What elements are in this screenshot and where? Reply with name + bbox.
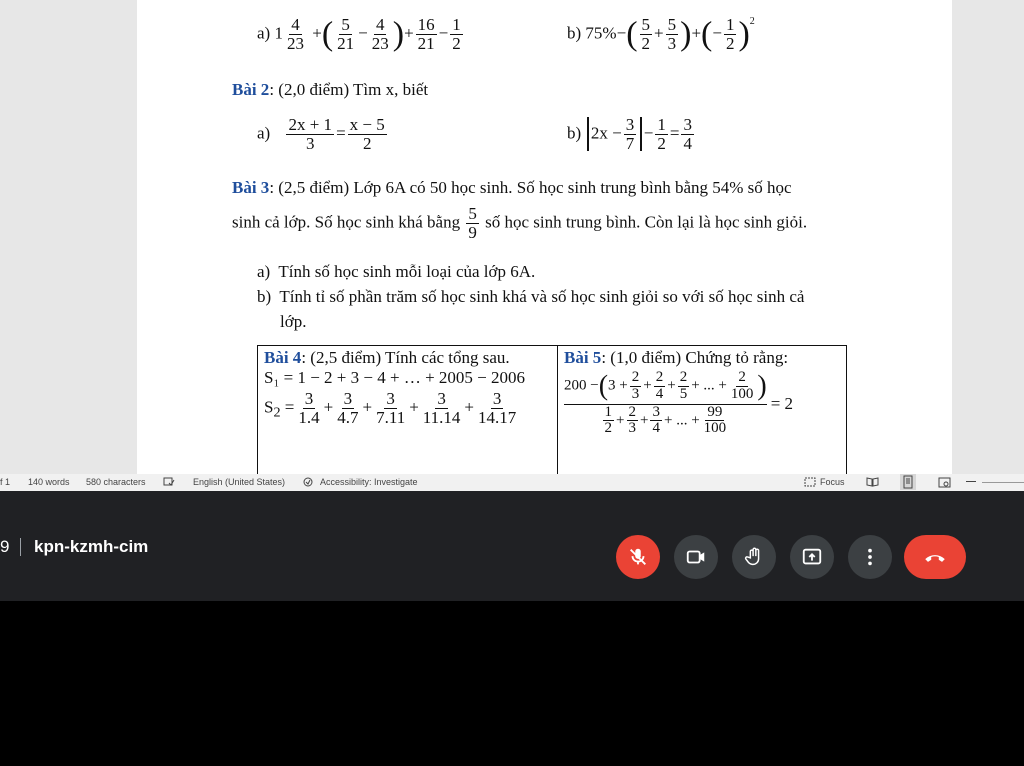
leave-call-button[interactable]: [904, 535, 966, 579]
document-page: [137, 0, 952, 474]
bai4-cell: Bài 4: (2,5 điểm) Tính các tổng sau. S₁ = 1 − 2 + 3 − 4 + … + 2005 − 2006 $S_2$ = $\frac{3}{1.4}$ + $\frac{3}{4.7}$ + $\frac{3}{7.11}$ + $\frac{3}{11.14}$ + $\frac{3}{14.17}$: [258, 346, 558, 475]
bai1-a: a) 1 $\frac{4}{23}$ +( $\frac{5}{21}$ − $\frac{4}{23}$ )+ $\frac{16}{21}$ − $\frac{1}{2}$: [257, 15, 461, 53]
more-vert-icon: [859, 546, 881, 568]
camera-icon: [685, 546, 707, 568]
page-count[interactable]: f 1: [0, 477, 11, 487]
zoom-slider[interactable]: [982, 482, 1024, 483]
word-count[interactable]: 140 words: [28, 477, 70, 487]
bai4-s1: S₁ = 1 − 2 + 3 − 4 + … + 2005 − 2006: [264, 368, 525, 387]
bai3-b-cont: lớp.: [280, 312, 307, 331]
bai3-a: a) Tính số học sinh mỗi loại của lớp 6A.: [257, 262, 536, 281]
bai2-heading: Bài 2: (2,0 điểm) Tìm x, biết: [232, 80, 429, 99]
focus-button[interactable]: Focus: [820, 477, 845, 487]
hand-icon: [743, 546, 765, 568]
mic-off-icon: [627, 546, 649, 568]
zoom-out-icon[interactable]: [966, 481, 976, 482]
present-button[interactable]: [790, 535, 834, 579]
meeting-code: kpn-kzmh-cim: [34, 537, 149, 556]
char-count[interactable]: 580 characters: [86, 477, 146, 487]
raise-hand-button[interactable]: [732, 535, 776, 579]
bai3-line1: Bài 3: (2,5 điểm) Lớp 6A có 50 học sinh. Số học sinh trung bình bằng 54% số học: [232, 178, 792, 197]
status-bar: [0, 474, 1024, 491]
language-indicator[interactable]: English (United States): [193, 477, 286, 487]
bai5-expression: 200 −(3 + $\frac{2}{3}$ + $\frac{2}{4}$ + $\frac{2}{5}$ + ... + $\frac{2}{100}$ ) $\frac{1}{2}$ + $\frac{2}{3}$ + $\frac{3}{4}$ + ... + $\frac{99}{100}$ = 2: [564, 369, 794, 437]
bai1-b: b) 75%−( $\frac{5}{2}$ + $\frac{5}{3}$ )+(− $\frac{1}{2}$ )$^2$: [567, 15, 755, 53]
web-layout-icon[interactable]: [938, 477, 951, 490]
read-mode-icon[interactable]: [866, 477, 879, 489]
bai3-b: b) Tính tỉ số phần trăm số học sinh khá và số học sinh giỏi so với số học sinh cả: [257, 287, 805, 306]
bai3-line2: sinh cả lớp. Số học sinh khá bằng $\frac{5}{9}$ số học sinh trung bình. Còn lại là học sinh giỏi.: [232, 204, 808, 242]
bai2-b: b) 2x − $\frac{3}{7}$ − $\frac{1}{2}$ = $\frac{3}{4}$: [567, 115, 692, 153]
bai4-s2: $S_2$ = $\frac{3}{1.4}$ + $\frac{3}{4.7}$ + $\frac{3}{7.11}$ + $\frac{3}{11.14}$ + $\frac{3}{14.17}$: [264, 389, 517, 427]
mic-muted-button[interactable]: [616, 535, 660, 579]
print-layout-icon[interactable]: [900, 474, 916, 490]
bai5-cell: Bài 5: (1,0 điểm) Chứng tỏ rằng: 200 −(3 + $\frac{2}{3}$ + $\frac{2}{4}$ + $\frac{2}{5}$ + ... + $\frac{2}{100}$ ) $\frac{1}{2}$ + $\frac{2}{3}$ + $\frac{3}{4}$ + ... + $\frac{99}{100}$ = 2: [558, 346, 847, 475]
camera-button[interactable]: [674, 535, 718, 579]
more-options-button[interactable]: [848, 535, 892, 579]
divider: [20, 538, 21, 556]
focus-icon[interactable]: [804, 477, 816, 489]
right-gutter: [952, 0, 1024, 474]
accessibility-icon[interactable]: [302, 477, 314, 489]
proofing-icon[interactable]: [163, 477, 175, 489]
accessibility-status[interactable]: Accessibility: Investigate: [320, 477, 418, 487]
hang-up-icon: [922, 544, 948, 570]
bai2-a: a) $\frac{2x + 1}{3}$ = $\frac{x - 5}{2}$: [257, 115, 385, 153]
left-gutter: [0, 0, 137, 474]
meeting-time: 9: [0, 537, 10, 556]
bai4-bai5-table: [257, 345, 847, 474]
present-icon: [801, 546, 823, 568]
